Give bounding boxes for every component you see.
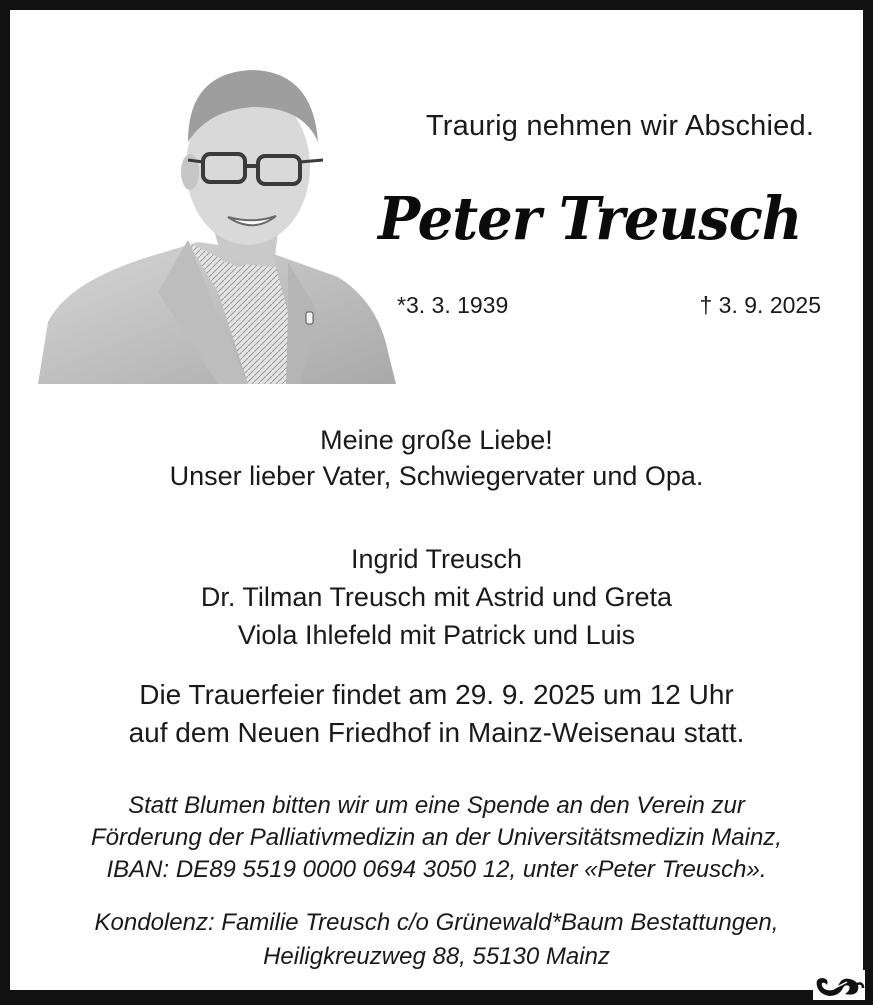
decorative-flourish-icon (813, 970, 865, 1000)
death-date: † 3. 9. 2025 (699, 292, 821, 318)
mourner-line: Ingrid Treusch (350, 544, 523, 574)
mourner-line: Viola Ihlefeld mit Patrick und Luis (237, 620, 636, 650)
donation-line: Statt Blumen bitten wir um eine Spende an den Verein zur (128, 792, 745, 819)
condolence-line: Heiligkreuzweg 88, 55130 Mainz (263, 943, 610, 970)
signature-text: Peter Treusch (378, 184, 802, 254)
mourner-line: Dr. Tilman Treusch mit Astrid und Greta (200, 582, 673, 612)
donation-request-block (10, 790, 863, 886)
funeral-line: Die Trauerfeier findet am 29. 9. 2025 um 12 Uhr (139, 679, 734, 710)
donation-line: Förderung der Palliativmedizin an der Universitätsmedizin Mainz, (91, 824, 782, 851)
tribute-line: Meine große Liebe! (320, 425, 553, 455)
birth-date: *3. 3. 1939 (397, 292, 509, 318)
portrait-silhouette-icon (38, 52, 398, 384)
intro-heading: Traurig nehmen wir Abschied. (425, 110, 815, 142)
obituary-notice (10, 10, 863, 990)
tribute-line: Unser lieber Vater, Schwiegervater und Opa. (169, 461, 704, 491)
funeral-line: auf dem Neuen Friedhof in Mainz-Weisenau statt. (128, 717, 745, 748)
funeral-info-block (10, 676, 863, 752)
tribute-block (10, 422, 863, 494)
donation-line: IBAN: DE89 5519 0000 0694 3050 12, unter «Peter Treusch». (106, 856, 767, 883)
condolence-line: Kondolenz: Familie Treusch c/o Grünewald*Baum Bestattungen, (94, 909, 779, 936)
name-signature (370, 180, 840, 265)
portrait-photo (38, 52, 398, 384)
mourners-block (10, 540, 863, 654)
condolence-address-block (10, 906, 863, 974)
